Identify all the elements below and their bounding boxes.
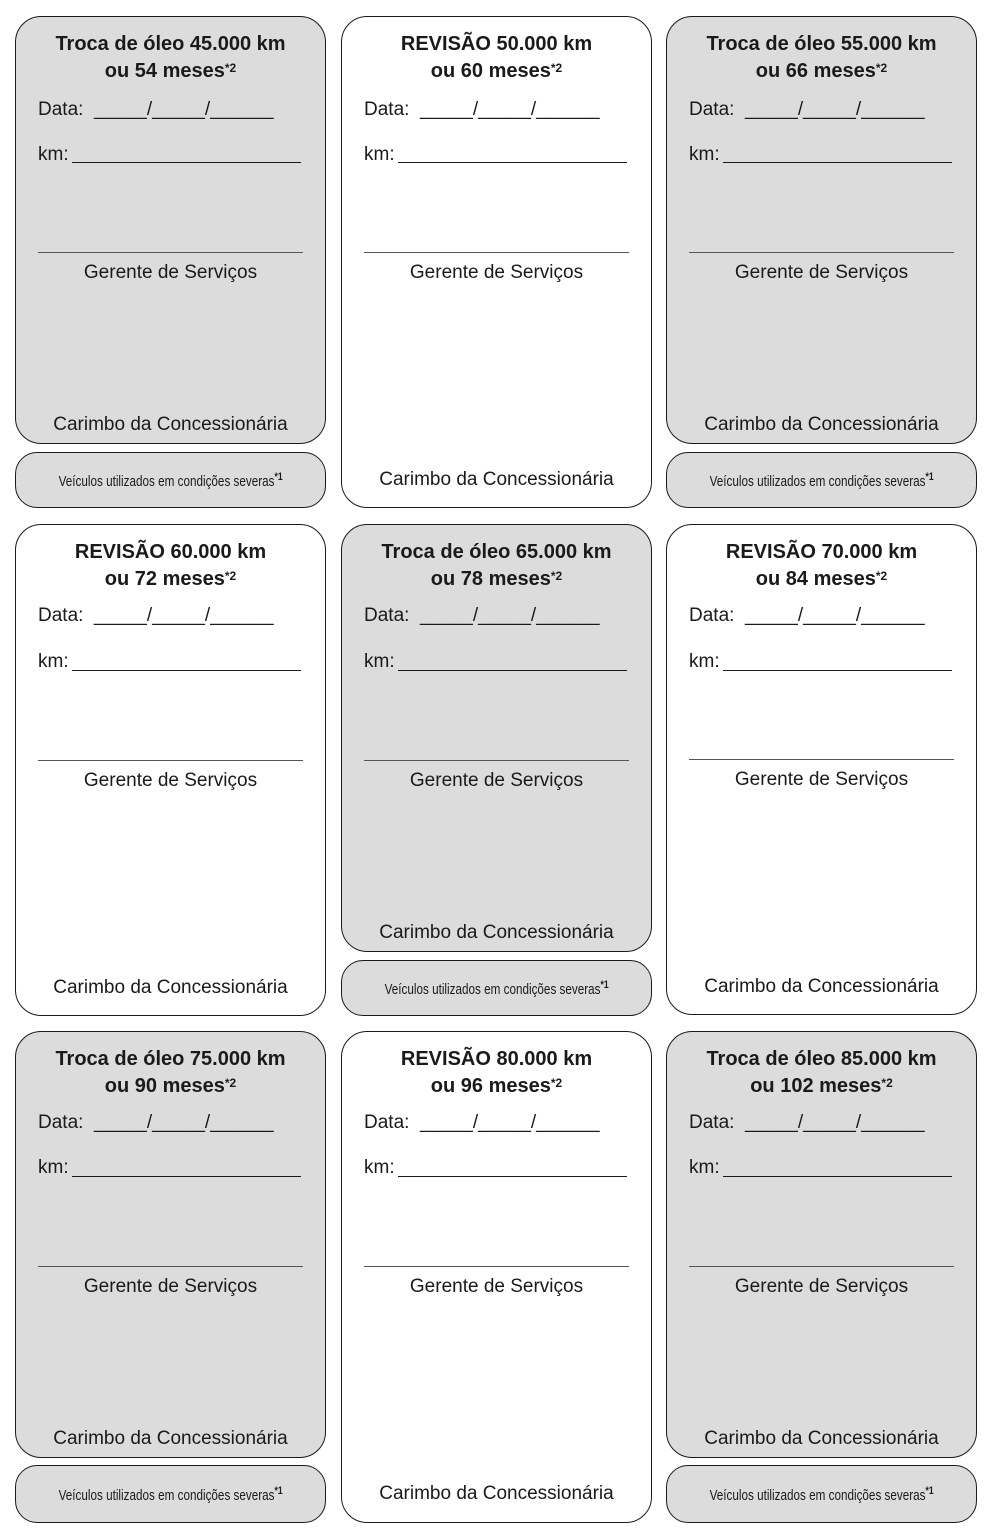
km-label: km: [364,651,395,672]
km-label: km: [689,1157,720,1178]
card-title-line2: ou 72 meses [104,568,225,590]
card-title-line2: ou 54 meses [104,60,225,82]
card-title [342,539,651,593]
stamp-label: Carimbo da Concessionária [379,1483,614,1504]
months-footnote-marker: *2 [550,1076,563,1090]
km-line [723,1176,952,1177]
manager-label: Gerente de Serviços [83,770,258,791]
date-field [689,1112,925,1134]
date-field [364,99,600,121]
card-title [342,31,651,85]
date-blank: _____/_____/______ [744,605,925,626]
card-title-line1: Troca de óleo 65.000 km [381,541,612,563]
date-label: Data: [38,1112,84,1133]
km-field [364,144,395,166]
signature-line [689,252,954,253]
date-label: Data: [364,1112,410,1133]
months-footnote-marker: *2 [875,569,888,583]
service-card-4 [15,524,326,1016]
card-title-line1: Troca de óleo 45.000 km [55,33,286,55]
card-title [667,1046,976,1100]
signature-line [364,1266,629,1267]
signature-line [689,759,954,760]
severe-conditions-box [15,1465,326,1523]
stamp-label: Carimbo da Concessionária [53,414,288,435]
date-field [689,605,925,627]
date-field [364,605,600,627]
card-title-line1: REVISÃO 50.000 km [400,33,593,55]
service-card-3 [666,16,977,444]
signature-line [38,252,303,253]
card-title-line1: Troca de óleo 75.000 km [55,1048,286,1070]
service-card-6 [666,524,977,1015]
severe-footnote-marker: *1 [600,978,609,991]
manager-label: Gerente de Serviços [83,262,258,283]
card-title-line2: ou 78 meses [430,568,551,590]
date-label: Data: [689,99,735,120]
date-blank: _____/_____/______ [93,605,274,626]
service-card-7 [15,1031,326,1458]
km-label: km: [38,651,69,672]
card-title-line1: REVISÃO 70.000 km [725,541,918,563]
date-field [38,99,274,121]
date-blank: _____/_____/______ [744,1112,925,1133]
severe-footnote-marker: *1 [925,1484,934,1497]
date-field [364,1112,600,1134]
date-field [38,605,274,627]
severe-conditions-box [666,452,977,508]
card-title-line2: ou 102 meses [750,1075,882,1097]
km-line [72,162,301,163]
date-blank: _____/_____/______ [93,1112,274,1133]
km-line [398,1176,627,1177]
service-card-1 [15,16,326,444]
km-field [689,651,720,673]
date-label: Data: [364,99,410,120]
km-label: km: [689,651,720,672]
severe-conditions-box [666,1465,977,1523]
stamp-label: Carimbo da Concessionária [379,469,614,490]
card-title-line1: Troca de óleo 85.000 km [706,1048,937,1070]
signature-line [689,1266,954,1267]
signature-line [38,760,303,761]
manager-label: Gerente de Serviços [409,262,584,283]
date-label: Data: [364,605,410,626]
service-card-2 [341,16,652,508]
months-footnote-marker: *2 [550,569,563,583]
card-title-line2: ou 84 meses [755,568,876,590]
km-line [723,670,952,671]
signature-line [364,760,629,761]
km-label: km: [364,144,395,165]
severe-conditions-label: Veículos utilizados em condições severas [384,980,601,998]
km-label: km: [364,1157,395,1178]
months-footnote-marker: *2 [875,61,888,75]
card-title [16,1046,325,1100]
date-blank: _____/_____/______ [744,99,925,120]
severe-conditions-label: Veículos utilizados em condições severas [709,1486,926,1504]
months-footnote-marker: *2 [881,1076,893,1090]
stamp-label: Carimbo da Concessionária [379,922,614,943]
date-label: Data: [689,1112,735,1133]
signature-line [364,252,629,253]
manager-label: Gerente de Serviços [734,262,909,283]
date-field [689,99,925,121]
date-blank: _____/_____/______ [93,99,274,120]
severe-conditions-box [341,960,652,1016]
km-field [364,651,395,673]
manager-label: Gerente de Serviços [83,1276,258,1297]
manager-label: Gerente de Serviços [409,1276,584,1297]
manager-label: Gerente de Serviços [734,1276,909,1297]
date-label: Data: [689,605,735,626]
severe-footnote-marker: *1 [274,470,283,483]
card-title-line2: ou 90 meses [104,1075,225,1097]
card-title [16,31,325,85]
date-label: Data: [38,605,84,626]
card-title-line1: REVISÃO 60.000 km [74,541,267,563]
km-label: km: [38,144,69,165]
date-blank: _____/_____/______ [419,1112,600,1133]
km-label: km: [689,144,720,165]
card-title-line1: REVISÃO 80.000 km [400,1048,593,1070]
km-field [38,144,69,166]
stamp-label: Carimbo da Concessionária [704,1428,939,1449]
manager-label: Gerente de Serviços [734,769,909,790]
date-label: Data: [38,99,84,120]
severe-footnote-marker: *1 [274,1484,283,1497]
stamp-label: Carimbo da Concessionária [53,1428,288,1449]
severe-footnote-marker: *1 [925,470,934,483]
severe-conditions-box [15,452,326,508]
km-field [38,651,69,673]
km-line [72,1176,301,1177]
months-footnote-marker: *2 [550,61,563,75]
km-label: km: [38,1157,69,1178]
service-card-8 [341,1031,652,1523]
signature-line [38,1266,303,1267]
km-line [72,670,301,671]
months-footnote-marker: *2 [224,1076,237,1090]
stamp-label: Carimbo da Concessionária [704,976,939,997]
card-title-line2: ou 96 meses [430,1075,551,1097]
date-blank: _____/_____/______ [419,605,600,626]
stamp-label: Carimbo da Concessionária [53,977,288,998]
km-line [398,670,627,671]
severe-conditions-label: Veículos utilizados em condições severas [58,1486,275,1504]
manager-label: Gerente de Serviços [409,770,584,791]
date-field [38,1112,274,1134]
card-title [667,31,976,85]
card-title [667,539,976,593]
card-title [16,539,325,593]
km-field [38,1157,69,1179]
km-field [689,1157,720,1179]
months-footnote-marker: *2 [224,569,237,583]
service-card-5 [341,524,652,952]
card-title-line2: ou 66 meses [755,60,876,82]
km-line [398,162,627,163]
months-footnote-marker: *2 [224,61,237,75]
km-field [689,144,720,166]
service-card-9 [666,1031,977,1458]
km-line [723,162,952,163]
km-field [364,1157,395,1179]
stamp-label: Carimbo da Concessionária [704,414,939,435]
card-title-line1: Troca de óleo 55.000 km [706,33,937,55]
severe-conditions-label: Veículos utilizados em condições severas [58,472,275,490]
card-title [342,1046,651,1100]
severe-conditions-label: Veículos utilizados em condições severas [709,472,926,490]
date-blank: _____/_____/______ [419,99,600,120]
card-title-line2: ou 60 meses [430,60,551,82]
